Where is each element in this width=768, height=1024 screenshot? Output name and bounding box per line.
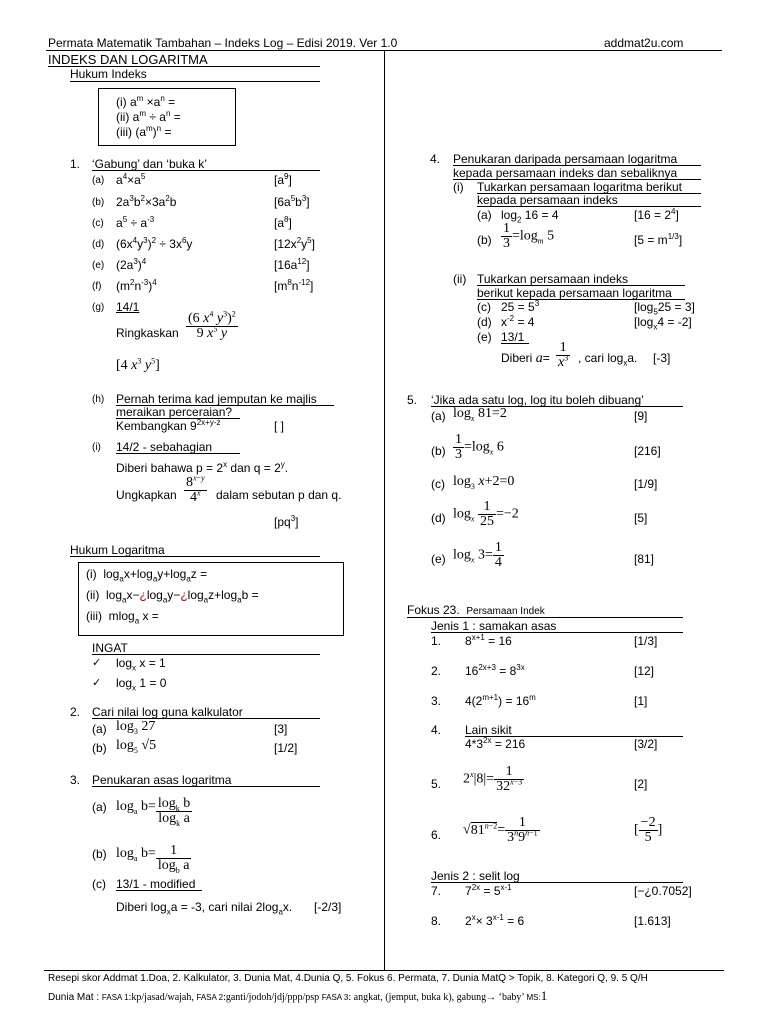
footer-line-2: Dunia Mat : FASA 1:kp/jasad/wajah, FASA 2:ganti/jodoh/jdj/ppp/psp FASA 3: angkat, (jemput, buka k), gabung→ ‘baby’ MS:1 xyxy=(48,988,548,1003)
q4e-text-2: , cari $\log_xa$. xyxy=(578,351,638,368)
q4e-fraction: $\frac{1}{x^3}$ xyxy=(558,340,569,370)
f2-number: 2. xyxy=(431,664,442,678)
q4d-label: (d) xyxy=(477,315,492,329)
q5e-answer: [81] xyxy=(634,552,655,566)
q5d-answer: [5] xyxy=(634,511,648,525)
q1b-expr: $2a^3b^2\times 3a^2b$ xyxy=(116,194,177,209)
q2a-expr: $\log_3 27$ xyxy=(116,719,156,736)
q5-title: ‘Jika ada satu log, log itu boleh dibuang’ xyxy=(431,393,644,407)
q4i-label: (i) xyxy=(453,180,464,194)
q1-rule xyxy=(92,170,320,171)
f6-expr: $√81^{n-2}=$ $\frac{1}{3^n9^{n-1}}$ xyxy=(463,815,538,845)
q1g-label: (g) xyxy=(92,302,105,313)
column-divider xyxy=(384,50,385,970)
f7-number: 7. xyxy=(431,884,442,898)
q2a-answer: [3] xyxy=(274,722,288,736)
q1a-label: (a) xyxy=(92,175,105,186)
f7-answer: [−¿0.7052] xyxy=(634,884,692,898)
ingat-rule xyxy=(92,654,320,655)
q3a-label: (a) xyxy=(92,800,107,814)
q2-number: 2. xyxy=(70,705,81,719)
q1i-rule xyxy=(116,453,240,454)
q1a-expr: $a^4\times a^5$ xyxy=(116,172,146,187)
q4b-answer: $[5 = m^{1/3}]$ xyxy=(634,232,683,247)
q1f-answer: $[m^8n^{-12}]$ xyxy=(274,278,314,293)
q4b-expr: $\frac{1}{3}$ $=\log_m$ 5 xyxy=(503,221,555,251)
q3c-label: (c) xyxy=(92,877,106,891)
loglaw-1: (i) $\log_ax+\log_ay+\log_az$ = xyxy=(86,567,208,584)
q1b-label: (b) xyxy=(92,197,105,208)
q1h-text: Kembangkan $9^{2x+y-z}$ xyxy=(116,418,221,433)
q2b-label: (b) xyxy=(92,741,107,755)
q1i-text-1: Diberi bahawa $p = 2^x$ dan $q = 2^y$. xyxy=(116,460,289,475)
f4-answer: [3/2] xyxy=(634,737,658,751)
jenis1-rule xyxy=(431,632,683,633)
q3c-answer: [-2/3] xyxy=(314,900,342,914)
q3-rule xyxy=(92,786,320,787)
q1g-code: 14/1 xyxy=(116,300,140,314)
q5d-label: (d) xyxy=(431,511,446,525)
q5e-label: (e) xyxy=(431,552,446,566)
f6-answer: [ $\frac{-2}{5}$ ] xyxy=(634,815,663,845)
q3c-code: 13/1 - modified xyxy=(116,877,196,891)
f1-expr: $8^{x+1} = 16$ xyxy=(465,633,512,648)
check-icon: ✓ xyxy=(92,657,102,669)
q4-title-2: kepada persamaan indeks dan sebaliknya xyxy=(453,166,678,180)
q1i-answer: $[pq^3]$ xyxy=(274,514,299,529)
q4i-rule-2 xyxy=(477,206,701,207)
q5a-label: (a) xyxy=(431,409,446,423)
q2-title: Cari nilai log guna kalkulator xyxy=(92,705,243,719)
q2b-answer: [1/2] xyxy=(274,741,298,755)
q4e-label: (e) xyxy=(477,330,492,344)
header-title: Permata Matematik Tambahan – Indeks Log – Edisi 2019. Ver 1.0 xyxy=(48,36,398,50)
q1d-expr: $(6x^4y^3)^2 \div 3x^6y$ xyxy=(116,236,193,251)
q3b-label: (b) xyxy=(92,847,107,861)
q4e-code: 13/1 xyxy=(501,330,525,344)
q1h-answer: [ ] xyxy=(274,419,285,433)
q4ii-title-1: Tukarkan persamaan indeks xyxy=(477,272,628,286)
sub-heading-hukum-indeks: Hukum Indeks xyxy=(70,67,147,81)
q4ii-label: (ii) xyxy=(453,272,467,286)
footer-rule xyxy=(44,970,724,971)
header-site: addmat2u.com xyxy=(604,36,684,50)
q4c-answer: $[\log_525 = 3]$ xyxy=(634,300,695,317)
loglaw-3: (iii) mlog$_a$ x = xyxy=(86,609,159,626)
f2-expr: $16^{2x+3} = 8^{3x}$ xyxy=(465,663,525,678)
q1b-answer: $[6a^5b^3]$ xyxy=(274,194,310,209)
f3-answer: [1] xyxy=(634,694,648,708)
q3-number: 3. xyxy=(70,773,81,787)
q1h-label: (h) xyxy=(92,394,105,405)
q4b-label: (b) xyxy=(477,233,492,247)
q4-title-1: Penukaran daripada persamaan logaritma xyxy=(453,152,678,166)
f1-answer: [1/3] xyxy=(634,634,658,648)
loglaw-2: (ii) $\log_ax-¿\log_ay-¿\log_az+\log_ab$ = xyxy=(86,588,259,605)
q2a-label: (a) xyxy=(92,722,107,736)
q1c-answer: $[a^8]$ xyxy=(274,215,292,230)
f6-number: 6. xyxy=(431,828,442,842)
f1-number: 1. xyxy=(431,634,442,648)
law-3: (iii) $(a^m)^n$ = xyxy=(116,124,172,139)
f5-expr: $2^x|8|=$ $\frac{1}{32^{x-3}}$ xyxy=(463,764,523,794)
q1-title: ‘Gabung’ dan ‘buka k’ xyxy=(92,157,207,171)
q3b-expr: $\log_a b=$ $\frac{1}{\log_b a}$ xyxy=(116,843,190,875)
q4d-answer: $[\log_x4 = -2]$ xyxy=(634,315,692,332)
q1e-expr: $(2a^3)^4$ xyxy=(116,257,147,272)
q1i-code: 14/2 - sebahagian xyxy=(116,440,213,454)
q5e-expr: $\log_x 3=$ $\frac{1}{4}$ xyxy=(453,540,502,570)
f4-number: 4. xyxy=(431,723,442,737)
ingat-title: INGAT xyxy=(92,641,128,655)
q4-number: 4. xyxy=(430,152,441,166)
ingat-item-1: $\log_x x = 1$ xyxy=(116,656,166,673)
q5b-label: (b) xyxy=(431,444,446,458)
q1g-answer: [4 $x^3$ $y^5$] xyxy=(116,356,160,373)
f5-number: 5. xyxy=(431,777,442,791)
jenis-2: Jenis 2 : selit log xyxy=(431,869,520,883)
q3c-rule xyxy=(116,890,202,891)
q4e-rule xyxy=(501,343,529,344)
law-1: (i) $a^m \times a^n$ = xyxy=(116,94,176,109)
f3-expr: $4(2^{m+1}) = 16^m$ xyxy=(465,693,536,708)
q5c-expr: $\log_3 x+2=0$ xyxy=(453,474,515,491)
q5a-answer: [9] xyxy=(634,409,648,423)
q1h-title-1: Pernah terima kad jemputan ke majlis xyxy=(116,392,317,406)
q1g-text: Ringkaskan xyxy=(116,326,179,340)
q1d-answer: $[12x^2y^5]$ xyxy=(274,236,315,251)
q4a-label: (a) xyxy=(477,208,492,222)
q3-title: Penukaran asas logaritma xyxy=(92,773,232,787)
q1c-expr: $a^5 \div a^{-3}$ xyxy=(116,215,155,230)
q5b-expr: $\frac{1}{3}$ $=\log_x$ 6 xyxy=(455,432,504,462)
q4i-title-1: Tukarkan persamaan logaritma berikut xyxy=(477,180,682,194)
q4a-answer: $[16 = 2^4]$ xyxy=(634,207,679,222)
q3a-expr: $\log_a b=$ $\frac{\log_k b}{\log_k a}$ xyxy=(116,796,191,828)
sub-rule xyxy=(70,81,320,82)
q1d-label: (d) xyxy=(92,239,105,250)
q4i-title-2: kepada persamaan indeks xyxy=(477,193,618,207)
q1i-text-3: dalam sebutan p dan q. xyxy=(216,488,342,502)
q5-number: 5. xyxy=(407,393,418,407)
q5d-expr: $\log_x$ $\frac{1}{25}$ =−2 xyxy=(453,499,519,529)
f8-answer: [1.613] xyxy=(634,914,671,928)
q4c-expr: $25 = 5^3$ xyxy=(501,299,540,314)
q1e-answer: $[16a^{12}]$ xyxy=(274,257,310,272)
check-icon: ✓ xyxy=(92,677,102,689)
q2b-expr: $\log_5 √5$ xyxy=(116,738,157,755)
q5c-answer: [1/9] xyxy=(634,477,658,491)
q4ii-title-2: berikut kepada persamaan logaritma xyxy=(477,286,672,300)
section-heading: INDEKS DAN LOGARITMA xyxy=(48,52,208,67)
q4c-label: (c) xyxy=(477,300,491,314)
q1c-label: (c) xyxy=(92,218,104,229)
f7-expr: $7^{2x} = 5^{x-1}$ xyxy=(465,883,512,898)
ingat-item-2: $\log_x 1 = 0$ xyxy=(116,676,167,693)
f8-number: 8. xyxy=(431,914,442,928)
q1i-fraction: $\frac{8^{x-y}}{4^x}$ xyxy=(186,473,205,505)
sub-heading-hukum-log: Hukum Logaritma xyxy=(70,543,165,557)
q1i-label: (i) xyxy=(92,442,101,453)
fokus-rule xyxy=(407,617,683,618)
q4a-expr: $\log_2 16 = 4$ xyxy=(501,208,559,225)
q1f-expr: $(m^2n^{-3})^4$ xyxy=(116,278,157,293)
q5c-label: (c) xyxy=(431,477,445,491)
footer-line-1: Resepi skor Addmat 1.Doa, 2. Kalkulator, 3. Dunia Mat, 4.Dunia Q, 5. Fokus 6. Permata, 7. Dunia MatQ > Topik, 8. Kategori Q, 9. 5 Q/H xyxy=(48,973,648,984)
q5b-answer: [216] xyxy=(634,444,661,458)
q4e-answer: [-3] xyxy=(653,351,671,365)
q3c-text: Diberi $\log_xa = -3$, cari nilai $2\log_ax$. xyxy=(116,900,293,917)
f8-expr: $2^x\times 3^{x-1} = 6$ xyxy=(465,913,525,928)
q4e-text: Diberi a= xyxy=(501,351,550,366)
q4d-expr: $x^{-2} = 4$ xyxy=(501,314,535,329)
jenis2-rule xyxy=(431,882,683,883)
q1i-text-2: Ungkapkan xyxy=(116,488,177,502)
q1f-label: (f) xyxy=(92,281,102,292)
jenis-1: Jenis 1 : samakan asas xyxy=(431,619,557,633)
q1h-title-2: meraikan perceraian? xyxy=(116,405,233,419)
q1-number: 1. xyxy=(70,157,81,171)
sub2-rule xyxy=(70,556,320,557)
f5-answer: [2] xyxy=(634,777,648,791)
q1e-label: (e) xyxy=(92,260,105,271)
f4-expr: $4*3^{2x} = 216$ xyxy=(465,736,526,751)
f4-label: Lain sikit xyxy=(465,723,512,737)
law-2: (ii) $a^m \div a^n$ = xyxy=(116,109,181,124)
f3-number: 3. xyxy=(431,694,442,708)
fokus-title: Fokus 23. Persamaan Indek xyxy=(407,603,545,617)
q5a-expr: $\log_x 81=2$ xyxy=(453,406,507,423)
q1a-answer: $[a^9]$ xyxy=(274,172,292,187)
q1g-fraction: $\frac{(6 x^4 y^3)^2}{9 x^5 y}$ xyxy=(188,309,236,341)
f2-answer: [12] xyxy=(634,664,655,678)
